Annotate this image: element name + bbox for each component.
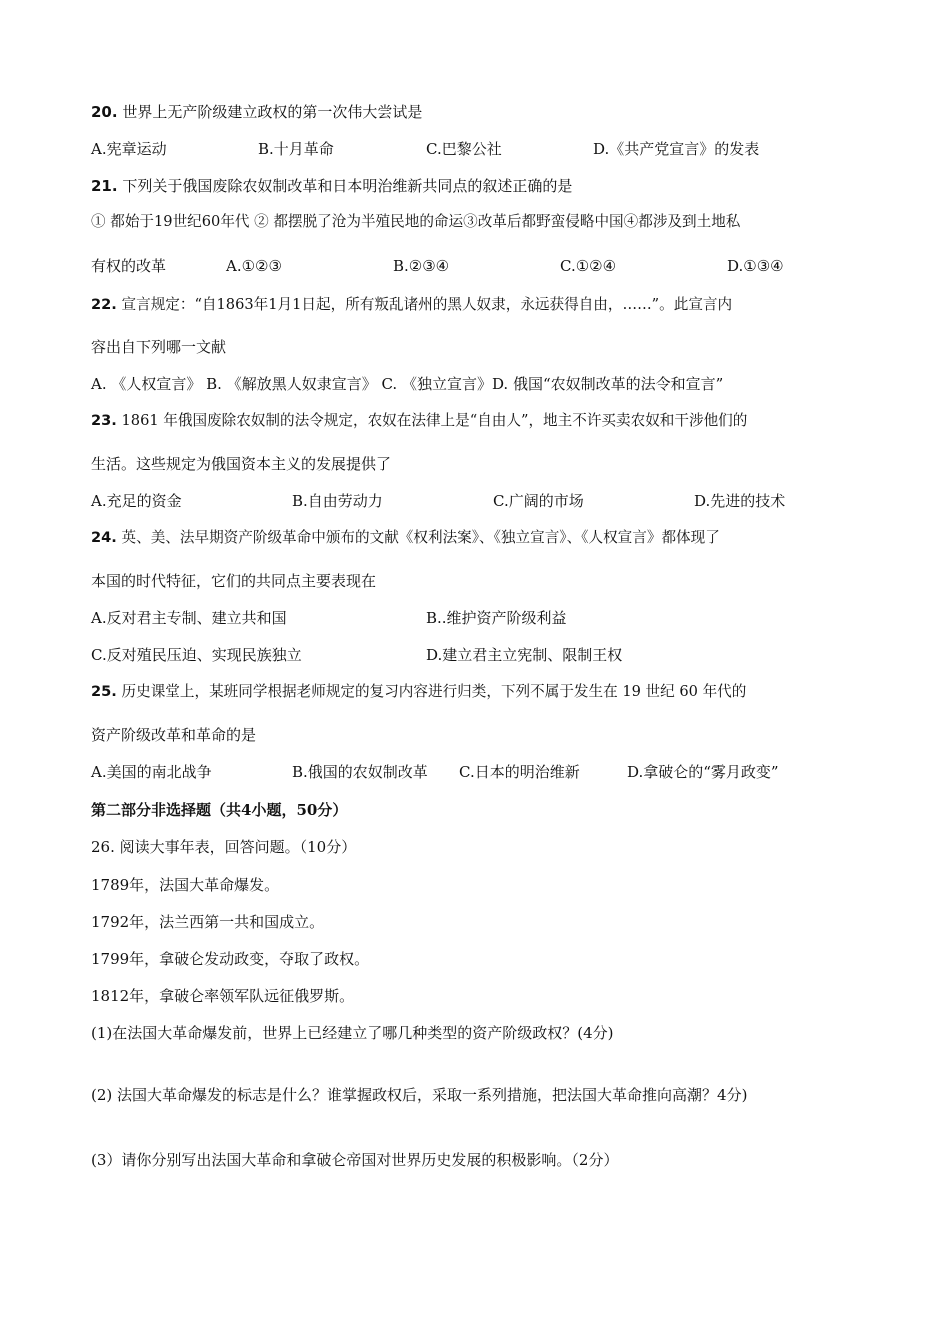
option-a: A.宪章运动 xyxy=(91,140,167,158)
option-b: B..维护资产阶级利益 xyxy=(426,609,567,627)
question-text: 世界上无产阶级建立政权的第一次伟大尝试是 xyxy=(122,103,423,121)
timeline-event: 1799年，拿破仑发动政变，夺取了政权。 xyxy=(91,950,370,968)
question-22-options: A. 《人权宣言》 B. 《解放黑人奴隶宣言》 C. 《独立宣言》D. 俄国“农奴制改革的法令和宣言” xyxy=(91,375,724,393)
option-c: C.广阔的市场 xyxy=(493,492,584,510)
option-d: D.拿破仑的“雾月政变” xyxy=(627,763,779,781)
question-21-continuation: 有权的改革 xyxy=(91,257,167,275)
sub-question-3: (3）请你分别写出法国大革命和拿破仑帝国对世界历史发展的积极影响。（2分） xyxy=(91,1151,619,1169)
question-21-stem xyxy=(91,176,572,196)
question-number: 20. xyxy=(91,103,118,121)
section-heading: 第二部分非选择题（共4小题，50分） xyxy=(91,801,348,819)
timeline-event: 1789年，法国大革命爆发。 xyxy=(91,876,280,894)
option-b: B.俄国的农奴制改革 xyxy=(292,763,428,781)
question-24-stem xyxy=(91,528,720,548)
question-24-continuation: 本国的时代特征，它们的共同点主要表现在 xyxy=(91,572,377,590)
question-number: 25. xyxy=(91,683,117,700)
option-d: D.建立君主立宪制、限制王权 xyxy=(426,646,623,664)
option-d: D.先进的技术 xyxy=(694,492,786,510)
option-a: A.①②③ xyxy=(226,257,282,275)
question-25-stem xyxy=(91,682,746,702)
option-c: C.日本的明治维新 xyxy=(459,763,580,781)
question-25-continuation: 资产阶级改革和革命的是 xyxy=(91,726,257,744)
question-20-stem xyxy=(91,102,422,122)
option-a: A.美国的南北战争 xyxy=(91,763,212,781)
option-a: A.充足的资金 xyxy=(91,492,182,510)
question-text: 宣言规定：“自1863年1月1日起，所有叛乱诸州的黑人奴隶，永远获得自由，……”。此宣言内 xyxy=(121,296,733,313)
question-23-continuation: 生活。这些规定为俄国资本主义的发展提供了 xyxy=(91,455,392,473)
timeline-event: 1812年，拿破仑率领军队远征俄罗斯。 xyxy=(91,987,355,1005)
question-26-stem: 26. 阅读大事年表，回答问题。（10分） xyxy=(91,838,357,856)
question-text: 英、美、法早期资产阶级革命中颁布的文献《权利法案》、《独立宣言》、《人权宣言》都体现了 xyxy=(121,529,720,546)
question-number: 22. xyxy=(91,296,117,313)
question-number: 24. xyxy=(91,529,117,546)
option-d: D.①③④ xyxy=(727,257,784,275)
timeline-event: 1792年，法兰西第一共和国成立。 xyxy=(91,913,325,931)
option-d: D.《共产党宣言》的发表 xyxy=(593,140,760,158)
option-c: C.①②④ xyxy=(560,257,617,275)
question-number: 21. xyxy=(91,177,118,195)
option-b: B.自由劳动力 xyxy=(292,492,383,510)
sub-question-1: (1)在法国大革命爆发前，世界上已经建立了哪几种类型的资产阶级政权？(4分) xyxy=(91,1024,614,1042)
question-number: 23. xyxy=(91,412,117,429)
option-c: C.反对殖民压迫、实现民族独立 xyxy=(91,646,302,664)
question-22-stem xyxy=(91,295,732,315)
question-text: 下列关于俄国废除农奴制改革和日本明治维新共同点的叙述正确的是 xyxy=(122,177,573,195)
option-c: C.巴黎公社 xyxy=(426,140,502,158)
question-22-continuation: 容出自下列哪一文献 xyxy=(91,338,227,356)
option-b: B.十月革命 xyxy=(258,140,334,158)
option-b: B.②③④ xyxy=(393,257,450,275)
question-text: 1861 年俄国废除农奴制的法令规定，农奴在法律上是“自由人”，地主不许买卖农奴和干涉他们的 xyxy=(121,412,748,429)
sub-question-2: (2) 法国大革命爆发的标志是什么？谁掌握政权后，采取一系列措施，把法国大革命推向高潮？4分) xyxy=(91,1086,748,1104)
option-a: A.反对君主专制、建立共和国 xyxy=(91,609,287,627)
question-23-stem xyxy=(91,411,747,431)
question-21-statements: ① 都始于19世纪60年代 ② 都摆脱了沧为半殖民地的命运③改革后都野蛮侵略中国④都涉及到土地私 xyxy=(91,213,741,230)
question-text: 历史课堂上，某班同学根据老师规定的复习内容进行归类，下列不属于发生在 19 世纪 60 年代的 xyxy=(121,683,747,700)
